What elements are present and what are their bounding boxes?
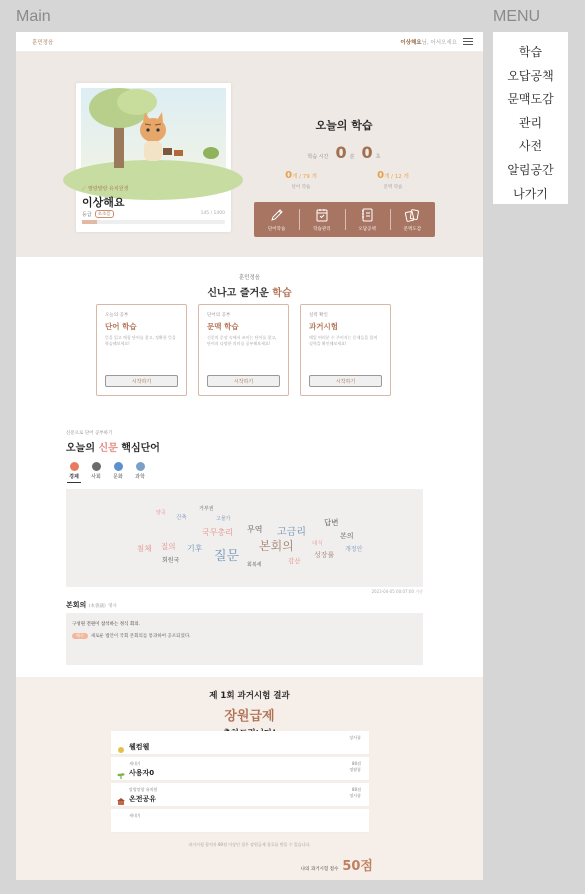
tab-label: 문화 <box>113 474 123 480</box>
cloud-word[interactable]: 질문 <box>214 549 240 564</box>
definition-hanja: (本會議) <box>88 604 106 609</box>
exp-progress-fill <box>82 220 97 224</box>
tab-society[interactable] <box>88 462 104 483</box>
example-tag: 예시 <box>72 633 88 639</box>
study-title-accent: 학습 <box>272 288 292 299</box>
menu-item-context-book[interactable]: 문맥도감 <box>507 92 554 107</box>
today-title: 오늘의 학습 <box>315 119 373 132</box>
cloud-word[interactable]: 본의 <box>340 532 354 540</box>
study-minutes: 0 <box>335 143 347 162</box>
ranking-rank: 정사품 <box>349 793 361 799</box>
cloud-word[interactable]: 감산 <box>288 557 301 565</box>
definition-box <box>66 613 423 665</box>
study-card-word <box>96 304 187 396</box>
ranking-rank: 정팔품 <box>349 767 361 773</box>
cloud-word[interactable]: 국무총리 <box>202 528 233 537</box>
news-title-prefix: 오늘의 <box>66 443 95 454</box>
study-time <box>254 143 434 162</box>
menu-item-notifications[interactable]: 알림공간 <box>507 162 554 177</box>
start-context-study-button[interactable]: 시작하기 <box>207 375 280 387</box>
ranking-points: 80점 <box>352 761 361 766</box>
cloud-word[interactable]: 본회의 <box>259 539 294 553</box>
hamburger-menu-icon[interactable] <box>463 38 473 45</box>
definition-word: 본회의 <box>66 601 87 609</box>
cloud-word[interactable]: 무역 <box>247 525 263 534</box>
ranking-name: 온전공유 <box>129 795 157 803</box>
cloud-word[interactable]: 회복세 <box>247 562 262 568</box>
menu-item-study[interactable]: 학습 <box>518 45 543 59</box>
word-cloud <box>66 489 423 587</box>
cloud-word[interactable]: 회원국 <box>162 557 180 564</box>
quick-nav-label: 문맥도감 <box>403 227 422 232</box>
ranking-row <box>111 757 369 781</box>
ranking-row <box>111 809 369 833</box>
context-study-caption: 문맥 학습 <box>383 185 403 190</box>
card-kicker: 실력 확인 <box>309 313 328 318</box>
study-section <box>16 257 483 432</box>
cloud-word[interactable]: 성장률 <box>314 551 335 559</box>
tab-culture[interactable] <box>110 462 126 483</box>
ranking-rank: 장사품 <box>349 735 361 740</box>
cloud-word[interactable]: 답변 <box>324 518 339 527</box>
cloud-word[interactable]: 침체 <box>137 544 152 553</box>
quick-nav-label: 오답공책 <box>358 227 376 232</box>
start-exam-button[interactable]: 시작하기 <box>309 375 382 387</box>
card-title: 단어 학습 <box>105 322 137 331</box>
news-subtitle: 신문으로 단어 공부하기 <box>66 431 113 436</box>
study-seconds: 0 <box>361 143 373 162</box>
my-exam-score <box>301 855 373 874</box>
card-desc: 뜻을 읽고 매칭 단어를 찾고, 정확한 뜻을 학습해보세요! <box>105 335 176 346</box>
notebook-icon <box>359 207 375 223</box>
ranking-list[interactable] <box>111 735 371 843</box>
cloud-word[interactable]: 기후 <box>187 544 203 553</box>
ranking-kicker: 새내기 <box>129 813 141 818</box>
news-category-tabs <box>66 462 148 483</box>
top-bar <box>16 32 483 52</box>
ranking-name: 사용자0 <box>129 769 155 777</box>
tab-economy[interactable] <box>66 462 82 483</box>
ranking-name: 웰컴웰 <box>129 743 150 751</box>
society-icon <box>92 462 101 471</box>
grade-label: 등급 <box>82 211 92 218</box>
exam-result-title: 제 1회 과거시험 결과 <box>209 691 290 701</box>
brand-logo[interactable]: 훈민정음 <box>32 39 54 46</box>
word-study-count: 0 <box>285 170 293 181</box>
card-title: 과거시험 <box>309 322 338 331</box>
tab-science[interactable] <box>132 462 148 483</box>
active-underline <box>67 482 81 483</box>
seconds-unit: 초 <box>375 154 381 160</box>
card-desc: 매일 여러분 수 주어지는 문제들을 풀며 실력을 확인해보세요! <box>309 335 378 346</box>
context-study-stat <box>358 170 428 190</box>
minutes-unit: 분 <box>349 154 355 160</box>
definition-pos: 명사 <box>108 604 117 609</box>
grade-badge: 초초름 <box>95 210 114 218</box>
cloud-word[interactable]: 거부권 <box>199 506 214 512</box>
economy-icon <box>70 462 79 471</box>
study-card-exam <box>300 304 391 396</box>
ranking-points: 80점 <box>352 787 361 792</box>
cloud-word[interactable]: 양곡 <box>156 510 166 516</box>
quick-nav-label: 단어학습 <box>267 227 286 232</box>
menu-item-wrong-notes[interactable]: 오답공책 <box>507 68 554 83</box>
card-title: 문맥 학습 <box>207 322 239 331</box>
culture-icon <box>114 462 123 471</box>
study-card-context <box>198 304 289 396</box>
ranking-score <box>349 735 361 741</box>
cloud-word[interactable]: 질의 <box>161 542 176 551</box>
profile-character-image <box>81 88 226 181</box>
calendar-icon <box>314 207 330 223</box>
word-study-caption: 단어 학습 <box>291 185 311 190</box>
ranking-kicker: 말랑말랑 유치원 <box>129 787 158 792</box>
profile-card <box>76 83 231 232</box>
news-title-suffix: 핵심단어 <box>121 443 160 454</box>
tier-icon: ☄ <box>82 186 87 192</box>
study-time-label: 학습 시간 <box>307 154 329 160</box>
exp-count: 145 / 1400 <box>200 211 225 216</box>
context-study-total: 개 / 12 개 <box>384 174 409 180</box>
exam-result-note: 과거시험 합격자 80점 이상인 경우 장원급제 칭호를 받을 수 있습니다. <box>188 842 311 847</box>
cloud-updated-time: 2023-04-05 00:07:00 기준 <box>371 589 423 594</box>
ranking-score <box>349 761 361 774</box>
exam-result-award: 장원급제 <box>224 709 275 724</box>
quick-nav-study-manage[interactable] <box>299 202 344 237</box>
card-kicker: 단어의 공부 <box>207 313 231 318</box>
greeting-suffix: 님, 어서오세요 <box>421 39 457 46</box>
quick-nav-context-book[interactable] <box>390 202 435 237</box>
profile-name: 이상해요 <box>82 196 125 209</box>
study-subtitle: 훈민정음 <box>238 275 261 281</box>
example-text: 새로운 법안이 국회 본회의를 통과하여 공포되었다. <box>90 634 191 639</box>
tab-label: 사회 <box>91 474 101 480</box>
ranking-row <box>111 731 369 755</box>
study-title-prefix: 신나고 즐거운 <box>207 288 269 299</box>
menu-item-exit[interactable]: 나가기 <box>513 186 548 201</box>
news-title <box>66 439 160 454</box>
menu-panel <box>493 32 568 204</box>
profile-tier-text: 말랑말랑 유치원생 <box>88 186 129 192</box>
card-kicker: 오늘의 공부 <box>105 313 129 318</box>
card-desc: 신문의 문장 속에서 쓰이는 단어를 찾고, 단어의 다양한 의미를 공부해보세요! <box>207 335 277 346</box>
study-title <box>16 284 483 299</box>
quick-nav-wrong-notes[interactable] <box>345 202 390 237</box>
word-study-stat <box>266 170 336 190</box>
main-page <box>16 32 483 880</box>
hero-section <box>16 52 483 257</box>
word-study-total: 개 / 79 개 <box>292 174 317 180</box>
ranking-row <box>111 783 369 807</box>
context-study-count: 0 <box>377 170 385 181</box>
cloud-word[interactable]: 고물가 <box>216 516 231 522</box>
menu-frame-label: MENU <box>493 8 541 25</box>
definition-example <box>72 633 417 639</box>
profile-tier <box>82 185 128 192</box>
tab-label: 과학 <box>135 474 145 480</box>
news-title-accent: 신문 <box>98 443 118 454</box>
exp-progress-bar <box>82 220 225 224</box>
cloud-word[interactable]: 고금리 <box>277 527 306 538</box>
profile-grade <box>82 210 114 218</box>
science-icon <box>136 462 145 471</box>
main-frame-label: Main <box>16 8 51 25</box>
my-score-value: 50점 <box>342 859 373 874</box>
greeting <box>400 38 457 46</box>
quick-nav-label: 학습관리 <box>313 227 331 232</box>
definition-meaning: 구성원 전원이 참석하는 정식 회의. <box>72 622 141 627</box>
school-icon <box>117 791 125 799</box>
user-name: 이상해요 <box>400 39 422 46</box>
cards-icon <box>404 207 420 223</box>
my-score-label: 나의 과거시험 점수 <box>300 867 339 872</box>
definition-title <box>66 600 117 610</box>
start-word-study-button[interactable]: 시작하기 <box>105 375 178 387</box>
award-icon <box>117 739 125 747</box>
tab-label: 경제 <box>69 474 79 480</box>
sprout-icon <box>117 765 125 773</box>
cloud-word[interactable]: 건축 <box>176 515 187 521</box>
quick-nav-word-study[interactable] <box>254 202 299 237</box>
menu-item-dictionary[interactable]: 사전 <box>518 139 543 154</box>
pencil-icon <box>269 207 285 223</box>
menu-item-manage[interactable]: 관리 <box>518 115 543 130</box>
quick-nav <box>254 202 435 237</box>
cloud-word[interactable]: 대식 <box>312 541 323 547</box>
ranking-kicker: 새내기 <box>129 761 141 766</box>
exam-result-section <box>16 677 483 880</box>
ranking-score <box>349 787 361 800</box>
cloud-word[interactable]: 개정안 <box>345 546 363 553</box>
